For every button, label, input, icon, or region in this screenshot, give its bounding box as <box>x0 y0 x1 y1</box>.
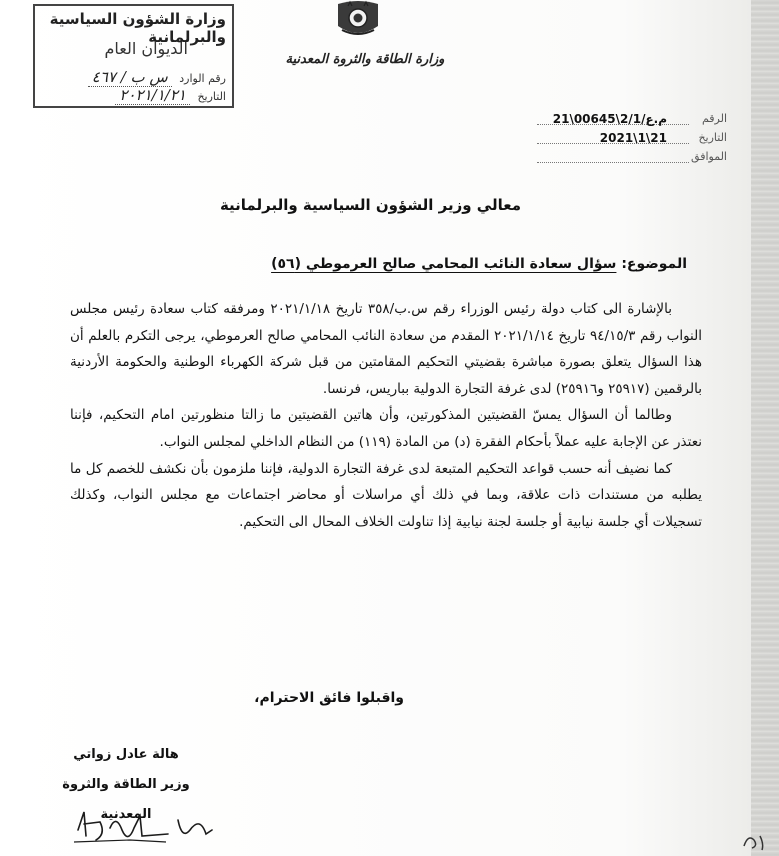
reference-date-value: 2021\1\21 <box>599 131 667 145</box>
reference-date-label: التاريخ <box>698 131 727 144</box>
reference-number-value: م.ع/2/1\00645\21 <box>552 112 667 126</box>
reference-number-label: الرقم <box>701 112 727 125</box>
reference-number-row <box>537 112 727 131</box>
dotted-line <box>537 162 689 163</box>
stamp-date-label: التاريخ <box>197 90 226 103</box>
body-paragraph: وطالما أن السؤال يمسّ القضيتين المذكورتين، وأن هاتين القضيتين ما زالتا منظورتين امام التحكيم، فإننا نعتذر عن الإجابة عليه عملاً بأحكام الفقرة (د) من المادة (١١٩) من النظام الداخلي لمجلس النواب. <box>70 407 702 450</box>
incoming-stamp <box>33 4 234 108</box>
reference-date-row <box>537 131 727 150</box>
stamp-date <box>115 86 226 104</box>
closing-greeting: واقبلوا فائق الاحترام، <box>254 690 404 706</box>
stamp-incoming-number <box>88 68 226 86</box>
letterhead-ministry: وزارة الطاقة والثروة المعدنية <box>285 52 445 67</box>
scan-edge-shadow <box>751 0 779 856</box>
corner-mark <box>740 830 770 852</box>
signer-title: وزير الطاقة والثروة المعدنية <box>62 777 190 822</box>
reference-corresponding-label: الموافق <box>691 150 727 163</box>
stamp-incoming-number-label: رقم الوارد <box>179 72 226 85</box>
reference-block <box>537 112 727 169</box>
stamp-incoming-number-value: س ب / ٤٦٧ <box>88 68 172 87</box>
reference-corresponding-row <box>537 150 727 169</box>
stamp-date-value: ٢٠٢١/١/٢١ <box>115 86 190 105</box>
body-paragraph: بالإشارة الى كتاب دولة رئيس الوزراء رقم س.ب/٣٥٨ تاريخ ٢٠٢١/١/١٨ ومرفقه كتاب سعادة رئيس مجلس النواب رقم ٩٤/١٥/٣ تاريخ ٢٠٢١/١/١٤ المقدم من سعادة النائب المحامي صالح العرموطي، يرجى التكرم بالعلم أن هذا السؤال يتعلق بصورة مباشرة بقضيتي التحكيم المقامتين من قبل شركة الكهرباء الوطنية والحكومة الأردنية بالرقمين (٢٥٩١٧ و٢٥٩١٦) لدى غرفة التجارة الدولية بباريس، فرنسا. <box>70 301 702 397</box>
stamp-ministry-name: وزارة الشؤون السياسية والبرلمانية <box>49 10 226 46</box>
coat-of-arms-icon <box>332 0 384 40</box>
signer-name: هالة عادل زواتي <box>73 747 179 762</box>
body-paragraph: كما نضيف أنه حسب قواعد التحكيم المتبعة لدى غرفة التجارة الدولية، فإننا ملزمون بأن نكشف للخصم كل ما يطلبه من مستندات ذات علاقة، وبما في ذلك أي مراسلات أو محاضر اجتماعات مع مجلس النواب، وكذلك تسجيلات أي جلسة نيابية أو جلسة لجنة نيابية إذا تناولت الخلاف المحال الى التحكيم. <box>70 460 702 530</box>
handwritten-signature <box>70 800 220 850</box>
stamp-office: الديوان العام <box>104 39 188 58</box>
subject-line <box>271 256 687 272</box>
subject-label: الموضوع: <box>621 256 687 272</box>
addressee: معالي وزير الشؤون السياسية والبرلمانية <box>219 196 521 214</box>
subject-text: سؤال سعادة النائب المحامي صالح العرموطي (٥٦) <box>271 256 617 272</box>
letter-body <box>70 296 702 535</box>
